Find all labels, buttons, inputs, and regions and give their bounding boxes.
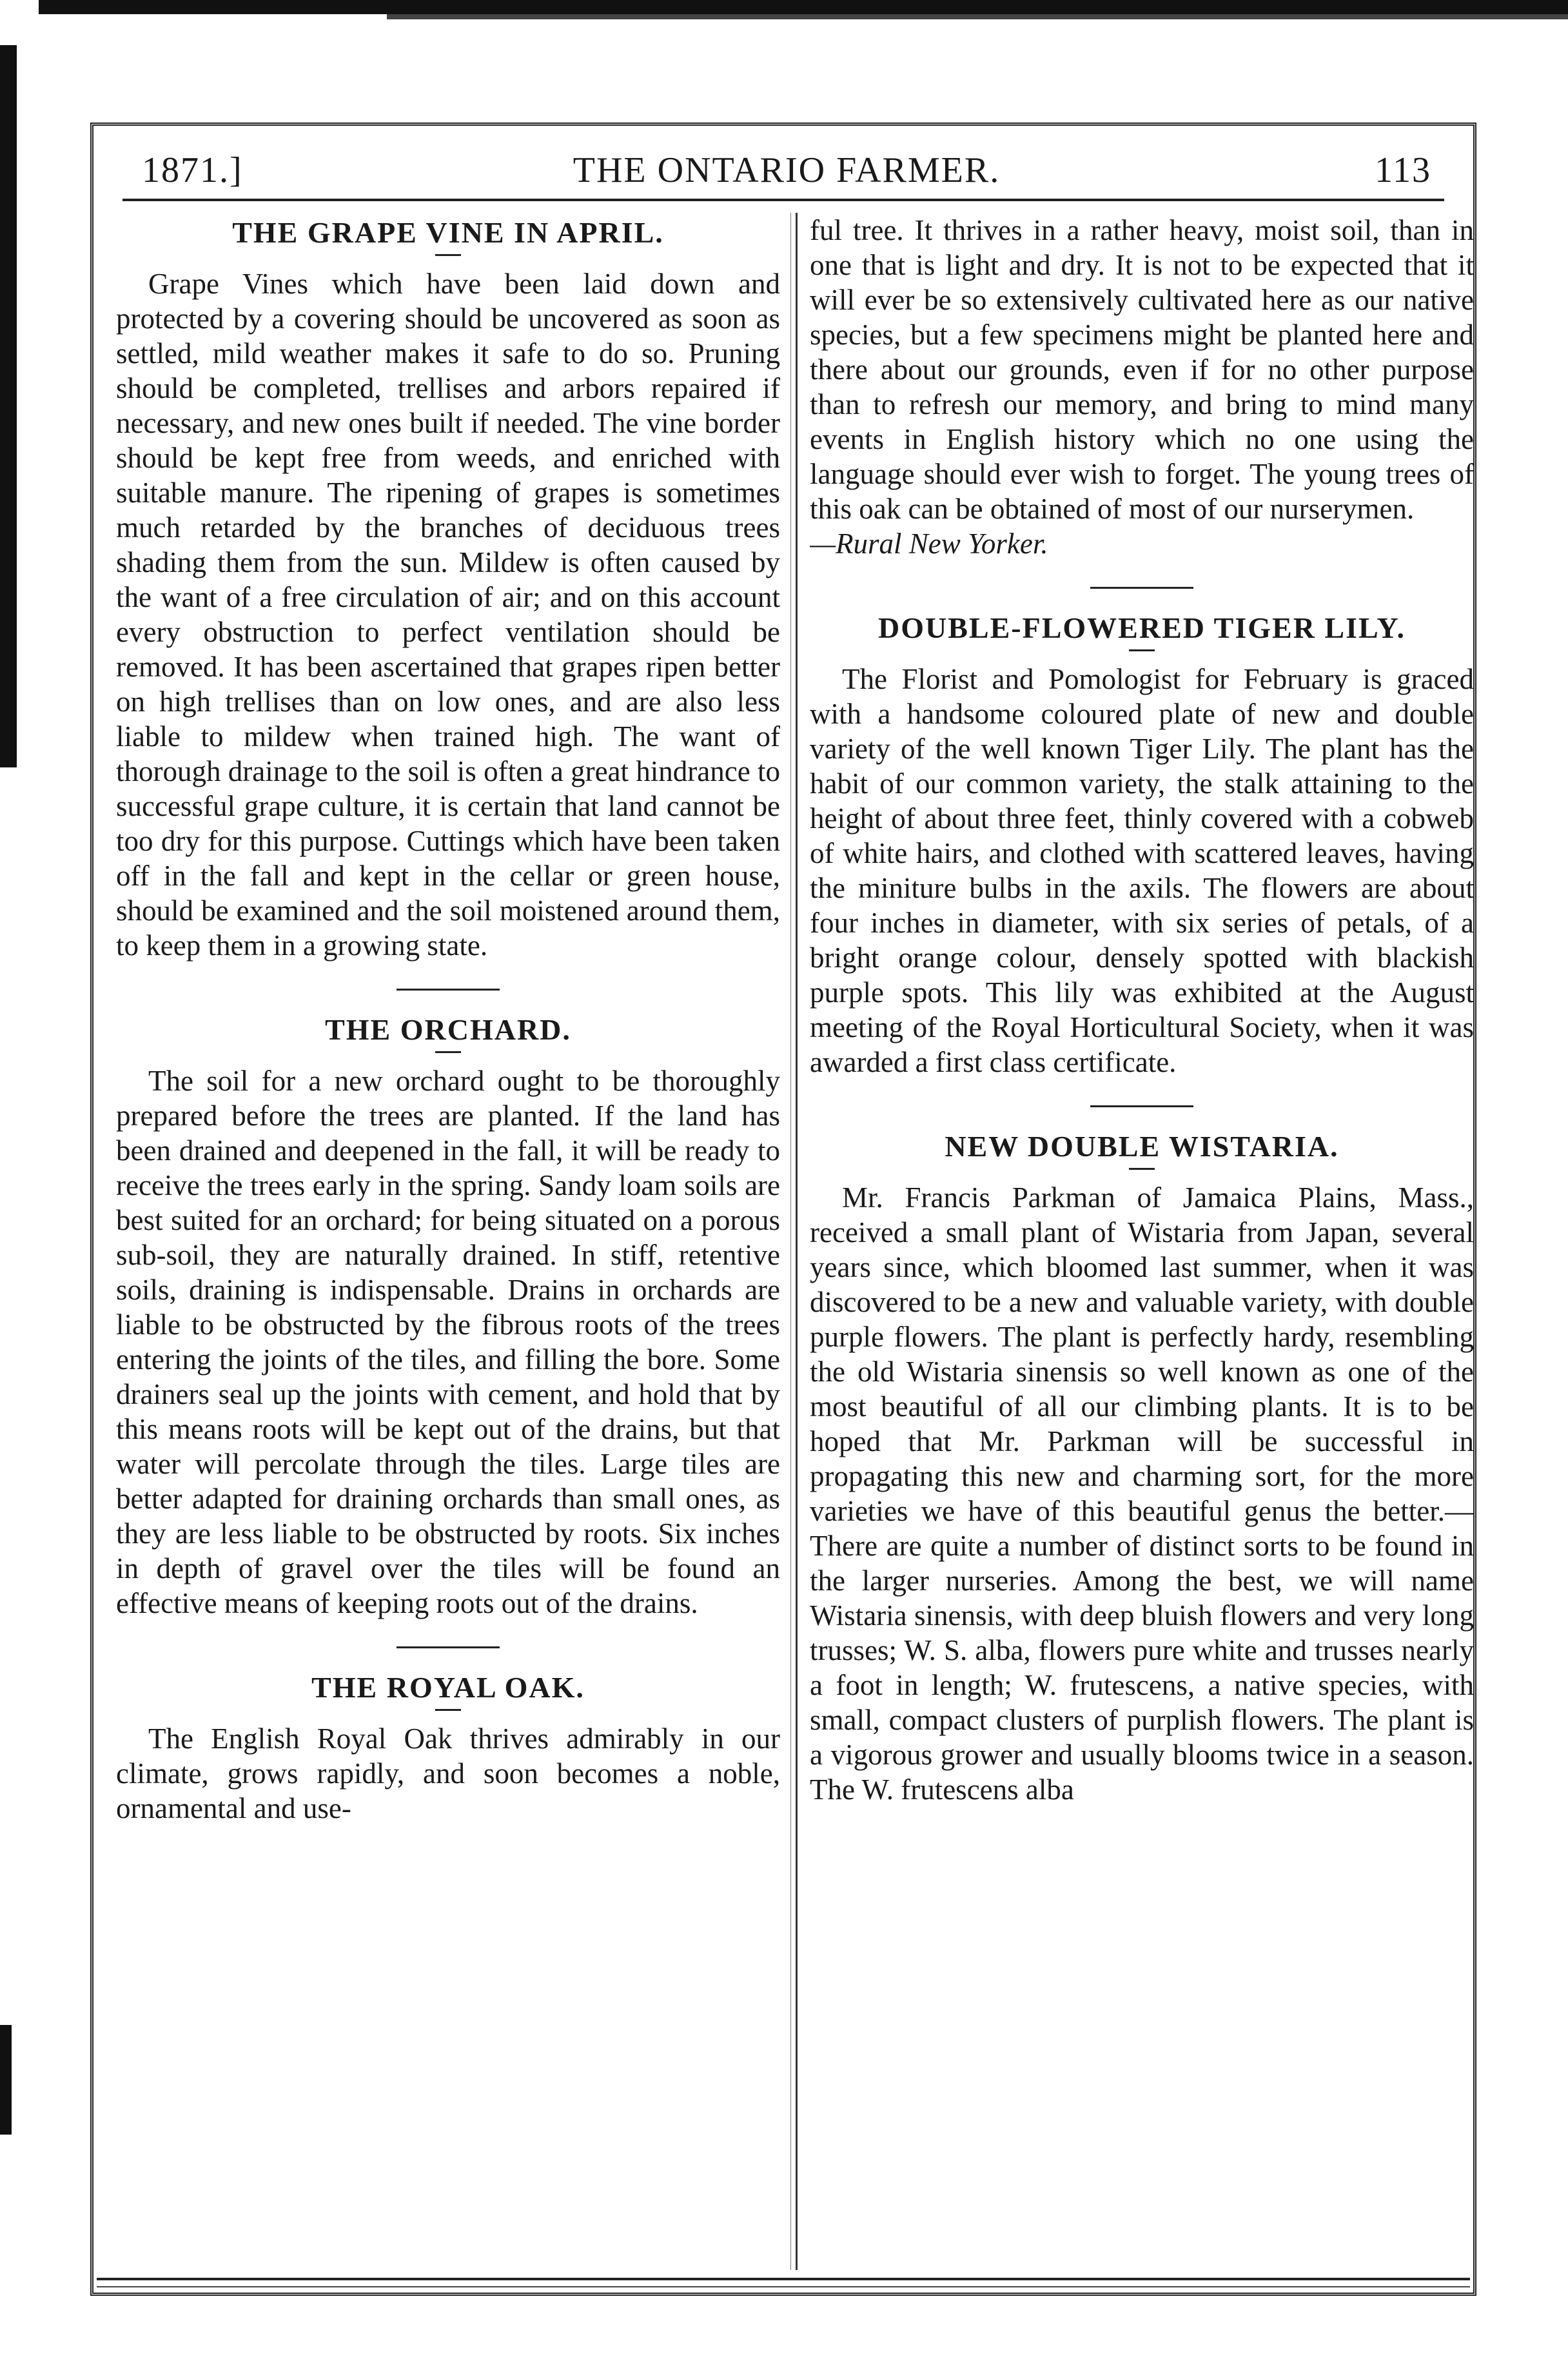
scan-edge-left	[0, 45, 17, 767]
right-column	[810, 213, 1474, 2270]
title-dash	[1129, 1168, 1155, 1170]
title-dash	[435, 1709, 461, 1711]
article-title-orchard: THE ORCHARD.	[325, 1013, 571, 1046]
article-title-royal-oak: THE ROYAL OAK.	[311, 1671, 585, 1704]
title-dash	[435, 254, 461, 256]
scan-edge-top	[39, 0, 1568, 14]
article-title-wistaria: NEW DOUBLE WISTARIA.	[945, 1130, 1339, 1163]
scan-edge-left-lower	[0, 2025, 12, 2135]
header-rule	[122, 199, 1444, 201]
page-number: 113	[1375, 150, 1431, 190]
article-body-wistaria: Mr. Francis Parkman of Jamaica Plains, Mass., received a small plant of Wistaria from Japan, several years since, which bloomed last summer, when it was discovered to be a new and valuable variety, with double purple flowers. The plant is perfectly hardy, resembling the old Wistaria sinensis so well known as one of the most beautiful of all our climbing plants. It is to be hoped that Mr. Parkman will be successful in propagating this new and charming sort, for the more varieties we have of this beautiful genus the better.— There are quite a number of distinct sorts to be found in the larger nurseries. Among the best, we will name Wistaria sinensis, with deep bluish flowers and very long trusses; W. S. alba, flowers pure white and trusses nearly a foot in length; W. frutescens, a native species, with small, compact clusters of purplish flowers. The plant is a vigorous grower and usually blooms twice in a season. The W. frutescens alba	[810, 1181, 1474, 1806]
section-separator	[1090, 587, 1193, 589]
article-body-grape-vine: Grape Vines which have been laid down and protected by a covering should be uncovered as soon as settled, mild weather makes it safe to do so. Pruning should be completed, trellises and arbors repaired if necessary, and new ones built if needed. The vine border should be kept free from weeds, and enriched with suitable manure. The ripening of grapes is sometimes much retarded by the branches of deciduous trees shading them from the sun. Mildew is often caused by the want of a free circulation of air; and on this account every obstruction to perfect ventilation should be removed. It has been ascertained that grapes ripen better on high trellises than on low ones, and are also less liable to mildew when trained high. The want of thorough drainage to the soil is often a great hindrance to successful grape culture, it is certain that land cannot be too dry for this purpose. Cuttings which have been taken off in the fall and kept in the cellar or green house, should be examined and the soil moistened around them, to keep them in a growing state.	[116, 268, 780, 962]
header-year: 1871.]	[142, 150, 243, 190]
column-divider	[796, 213, 798, 2270]
article-title-grape-vine: THE GRAPE VINE IN APRIL.	[232, 216, 664, 249]
column-divider-inner	[790, 213, 791, 2270]
article-body-tiger-lily: The Florist and Pomologist for February is graced with a handsome coloured plate of new and double variety of the well known Tiger Lily. The plant has the habit of our common variety, the stalk attaining to the height of about three feet, thinly covered with a cobweb of white hairs, and clothed with scattered leaves, having the miniture bulbs in the axils. The flowers are about four inches in diameter, with six series of petals, of a bright orange colour, densely spotted with blackish purple spots. This lily was exhibited at the August meeting of the Royal Horticultural Society, when it was awarded a first class certificate.	[810, 663, 1474, 1078]
bottom-rule-thin	[97, 2286, 1470, 2287]
left-column	[116, 213, 780, 2270]
bottom-rule	[97, 2278, 1470, 2280]
section-separator	[1090, 1105, 1193, 1107]
section-separator	[397, 1646, 500, 1648]
title-dash	[1129, 649, 1155, 651]
section-separator	[397, 989, 500, 991]
scan-edge-top-shadow	[387, 14, 1568, 19]
title-dash	[435, 1051, 461, 1053]
article-body-royal-oak-continued: ful tree. It thrives in a rather heavy, moist soil, than in one that is light and dry. It is not to be expected that it will ever be so extensively cultivated here as our native species, but a few specimens might be planted here and there about our grounds, even if for no other purpose than to refresh our memory, and bring to mind many events in English history which no one using the language should ever wish to forget. The young trees of this oak can be obtained of most of our nurserymen.	[810, 214, 1474, 525]
article-title-tiger-lily: DOUBLE-FLOWERED TIGER LILY.	[878, 611, 1406, 644]
running-header	[129, 143, 1444, 195]
source-attribution: —Rural New Yorker.	[810, 528, 1048, 560]
header-title: THE ONTARIO FARMER.	[573, 150, 1001, 190]
article-body-royal-oak: The English Royal Oak thrives admirably in our climate, grows rapidly, and soon becomes a noble, ornamental and use-	[116, 1723, 780, 1824]
article-body-orchard: The soil for a new orchard ought to be thoroughly prepared before the trees are planted. If the land has been drained and deepened in the fall, it will be ready to receive the trees early in the spring. Sandy loam soils are best suited for an orchard; for being situated on a porous sub-soil, they are naturally drained. In stiff, retentive soils, draining is indispensable. Drains in orchards are liable to be obstructed by the fibrous roots of the trees entering the joints of the tiles, and filling the bore. Some drainers seal up the joints with cement, and hold that by this means roots will be kept out of the drains, but that water will percolate through the tiles. Large tiles are better adapted for draining orchards than small ones, as they are less liable to be obstructed by roots. Six inches in depth of gravel over the tiles will be found an effective means of keeping roots out of the drains.	[116, 1065, 780, 1619]
